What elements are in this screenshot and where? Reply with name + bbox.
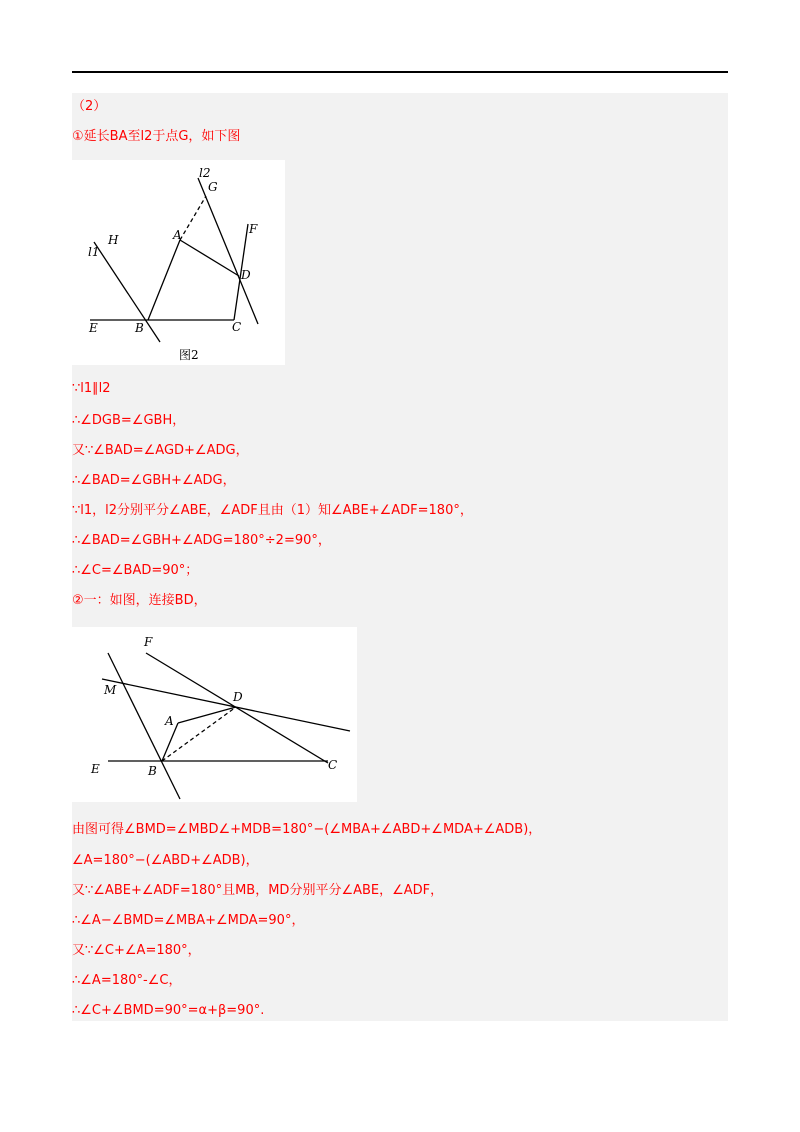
part-label: （2）	[72, 99, 107, 114]
label-B: B	[135, 321, 144, 335]
label-H: H	[108, 233, 119, 247]
line-a-minus-bmd: ∴∠A−∠BMD=∠MBA+∠MDA=90°，	[72, 913, 305, 928]
label-F: F	[249, 222, 258, 236]
label-l2: l2	[199, 166, 211, 180]
label-M: M	[104, 683, 117, 697]
line-dgb-gbh: ∴∠DGB=∠GBH，	[72, 413, 186, 428]
line-bmd-sum: 由图可得∠BMD=∠MBD∠+MDB=180°−(∠MBA+∠ABD+∠MDA+∠ADB)，	[72, 822, 542, 837]
label-D: D	[241, 268, 251, 282]
label-A: A	[165, 714, 174, 728]
line-FC	[146, 653, 328, 763]
line-c-90: ∴∠C=∠BAD=90°；	[72, 563, 199, 578]
label-B: B	[148, 764, 157, 778]
label-C: C	[328, 758, 338, 772]
top-rule	[72, 71, 728, 73]
line-bad-sum: ∴∠BAD=∠GBH+∠ADG，	[72, 473, 236, 488]
label-C: C	[232, 320, 242, 334]
line-bad-90: ∴∠BAD=∠GBH+∠ADG=180°÷2=90°，	[72, 533, 331, 548]
label-E: E	[89, 321, 98, 335]
step2-intro: ②一：如图，连接BD，	[72, 593, 207, 608]
line-c-plus-a: 又∵∠C+∠A=180°，	[72, 943, 201, 958]
segment-AG-dashed	[180, 196, 206, 240]
segment-AD	[180, 240, 239, 276]
figure-bd	[72, 627, 357, 802]
step1-intro: ①延长BA至l2于点G，如下图	[72, 129, 241, 144]
line-a-value: ∴∠A=180°-∠C，	[72, 973, 182, 988]
segment-BA	[148, 240, 180, 320]
figure-bd-diagram	[72, 627, 357, 802]
label-D: D	[233, 690, 243, 704]
figure-2-diagram	[72, 160, 285, 365]
line-bisectors-2: 又∵∠ABE+∠ADF=180°且MB，MD分别平分∠ABE，∠ADF，	[72, 883, 444, 898]
line-l1	[94, 242, 160, 342]
line-bad-exterior: 又∵∠BAD=∠AGD+∠ADG，	[72, 443, 249, 458]
line-parallel: ∵l1∥l2	[72, 381, 111, 396]
line-l2	[198, 178, 258, 324]
line-conclusion: ∴∠C+∠BMD=90°=α+β=90°.	[72, 1003, 265, 1018]
label-F: F	[144, 635, 153, 649]
label-A: A	[173, 228, 182, 242]
figure-2	[72, 160, 285, 365]
line-a-sum: ∠A=180°−(∠ABD+∠ADB)，	[72, 853, 259, 868]
figure-caption: 图2	[179, 348, 199, 362]
line-MD	[102, 679, 350, 731]
segment-AD	[178, 707, 236, 723]
label-G: G	[208, 180, 218, 194]
label-E: E	[91, 762, 100, 776]
label-l1: l1	[88, 245, 100, 259]
line-bisectors: ∵l1，l2分别平分∠ABE，∠ADF且由（1）知∠ABE+∠ADF=180°，	[72, 503, 473, 518]
